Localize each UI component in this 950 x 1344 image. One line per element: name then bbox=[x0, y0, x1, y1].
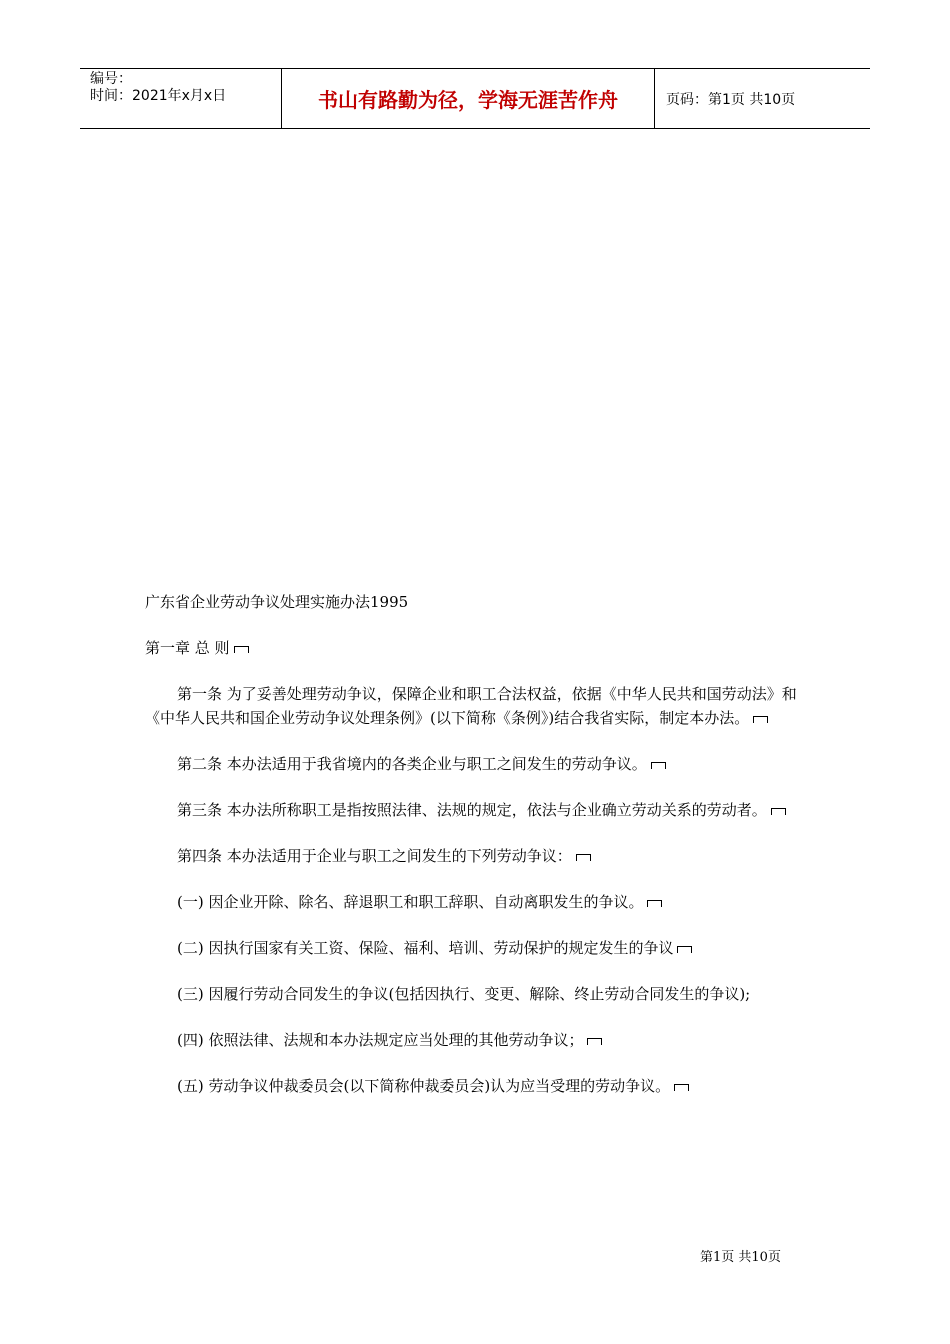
paragraph-mark-icon bbox=[677, 946, 692, 953]
list-item bbox=[145, 890, 820, 914]
header-motto: 书山有路勤为径，学海无涯苦作舟 bbox=[318, 88, 618, 112]
article-3 bbox=[145, 798, 820, 822]
document-title: 广东省企业劳动争议处理实施办法1995 bbox=[145, 593, 409, 611]
article-4 bbox=[145, 844, 820, 868]
list-item-text: (二) 因执行国家有关工资、保险、福利、培训、劳动保护的规定发生的争议 bbox=[177, 939, 674, 957]
article-text: 第一条 为了妥善处理劳动争议，保障企业和职工合法权益，依据《中华人民共和国劳动法》和《中华人民共和国企业劳动争议处理条例》(以下简称《条例》)结合我省实际，制定本办法。 bbox=[145, 685, 797, 727]
chapter-heading bbox=[145, 636, 820, 660]
paragraph-mark-icon bbox=[234, 646, 249, 653]
paragraph-mark-icon bbox=[651, 762, 666, 769]
article-text: 第四条 本办法适用于企业与职工之间发生的下列劳动争议： bbox=[177, 847, 572, 865]
paragraph-mark-icon bbox=[753, 716, 768, 723]
paragraph-mark-icon bbox=[576, 854, 591, 861]
header-divider-right bbox=[654, 69, 655, 128]
page-footer: 第1页 共10页 bbox=[700, 1250, 781, 1265]
paragraph-mark-icon bbox=[647, 900, 662, 907]
list-item bbox=[145, 982, 820, 1006]
list-item bbox=[145, 1028, 820, 1052]
list-item bbox=[145, 1074, 820, 1098]
header-meta bbox=[90, 71, 280, 105]
list-item bbox=[145, 936, 820, 960]
paragraph-mark-icon bbox=[674, 1084, 689, 1091]
chapter-heading-text: 第一章 总 则 bbox=[145, 639, 230, 657]
header-page-number: 页码：第1页 共10页 bbox=[666, 91, 796, 108]
list-item-text: (三) 因履行劳动合同发生的争议(包括因执行、变更、解除、终止劳动合同发生的争议); bbox=[177, 985, 751, 1003]
article-text: 第三条 本办法所称职工是指按照法律、法规的规定，依法与企业确立劳动关系的劳动者。 bbox=[177, 801, 767, 819]
paragraph-mark-icon bbox=[771, 808, 786, 815]
article-2 bbox=[145, 752, 820, 776]
document-body bbox=[145, 590, 820, 1120]
list-item-text: (四) 依照法律、法规和本办法规定应当处理的其他劳动争议； bbox=[177, 1031, 584, 1049]
article-text: 第二条 本办法适用于我省境内的各类企业与职工之间发生的劳动争议。 bbox=[177, 755, 647, 773]
paragraph-mark-icon bbox=[587, 1038, 602, 1045]
list-item-text: (一) 因企业开除、除名、辞退职工和职工辞职、自动离职发生的争议。 bbox=[177, 893, 644, 911]
article-1 bbox=[145, 682, 820, 730]
time-label: 时间：2021年x月x日 bbox=[90, 88, 227, 104]
page-header bbox=[80, 68, 870, 129]
list-item-text: (五) 劳动争议仲裁委员会(以下简称仲裁委员会)认为应当受理的劳动争议。 bbox=[177, 1077, 671, 1095]
serial-number-label: 编号： bbox=[90, 71, 132, 87]
